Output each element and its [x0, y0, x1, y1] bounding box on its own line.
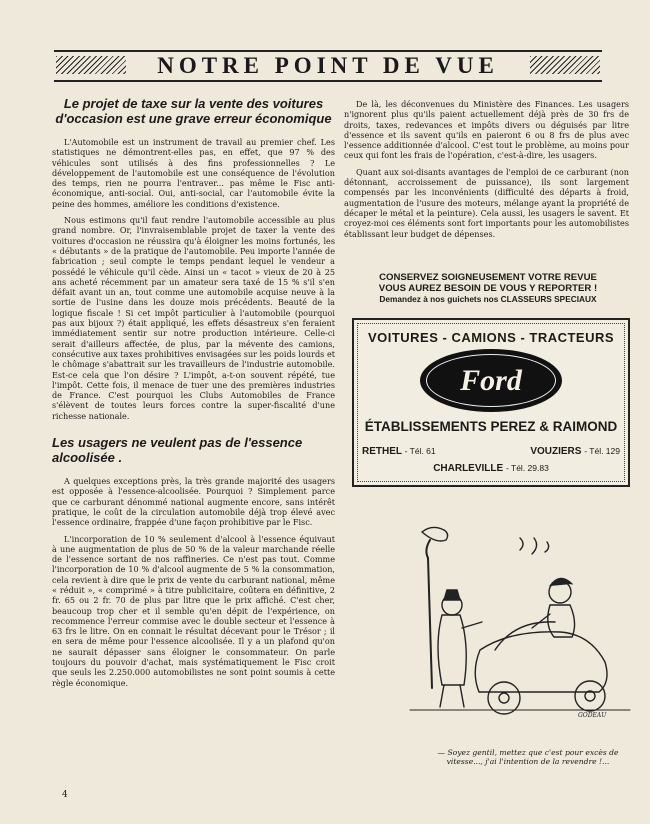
ad-contacts-row — [362, 463, 620, 474]
ad-contact-rethel: RETHEL - Tél. 61 — [362, 446, 436, 457]
notice-line: CONSERVEZ SOIGNEUSEMENT VOTRE REVUE — [379, 272, 597, 283]
article2-continued-paragraph: Quant aux soi-disants avantages de l'emploi de ce carburant (non détonnant, accroissement de puissance), ils sont largement compensés par les inconvénients (difficulté des départs à froid, augmentation de l'usure des moteurs, mélange ayant la propriété de décaper le métal et la peinture). Cela aussi, les usagers le savent. Et croyez-moi ces éléments sont fort importants pour les automobilistes établissant leur budget de dépenses. — [344, 166, 629, 239]
article1-paragraph: L'Automobile est un instrument de travail au premier chef. Les statistiques ne démontrent-elles pas, en effet, que 97 % des véhicules sont utilisés à des fins professionnelles ? Le développement de l'automobile est une conséquence de l'évolution des temps, rien ne pourra l'entraver... pas même le Fisc anti-économique, anti-social. Oui, anti-social, car l'automobile évite la peine des hommes, améliore les conditions d'existence. — [52, 137, 335, 209]
article1-headline: Le projet de taxe sur la vente des voitures d'occasion est une grave erreur économique — [55, 96, 332, 126]
section-banner — [54, 50, 602, 82]
article2-continued-paragraph: De là, les déconvenues du Ministère des Finances. Les usagers n'ignorent plus qu'ils paient actuellement déjà près de 30 frs de droits, taxes, redevances et impôts divers ou déguisés par litre d'essence et ils savent qu'ils en paieront 6 ou 8 frs de plus avec l'essence additionnée d'alcool. C'est tout le problème, au moins pour ceux qui font les frais de l'opération, c'est-à-dire, les usagers. — [344, 99, 629, 161]
banner-hatch-right — [530, 56, 600, 74]
notice-line: Demandez à nos guichets nos CLASSEURS SPECIAUX — [379, 294, 597, 304]
cartoon-signature: GODEAU — [578, 712, 607, 719]
article1-paragraph: Nous estimons qu'il faut rendre l'automobile accessible au plus grand nombre. Or, l'invraisemblable projet de taxer la vente des voitures d'occasion ne réussira qu'à éloigner les moins fortunés, les « débutants » de la pratique de l'automobile. Peu importe l'année de fabrication ; seul compte le temps pendant lequel le vendeur a possédé le véhicule qu'il cède. Ainsi un « tacot » vieux de 20 à 25 ans acheté récemment par un amateur sera taxé de 15 % s'il s'en défait avant un an, tout comme une automobile acquise neuve à la sortie de l'usine dans les douze mois précédents. Beauté de la logique fiscale ! Si cet impôt particulier à l'automobile (pourquoi pas aux bijoux ?) était appliqué, les effets désastreux s'en feraient immédiatement sentir sur notre production intérieure. Celle-ci serait d'ailleurs affectée, de plus, par la mévente des camions, consécutive aux taxes prohibitives envisagées sur les poids lourds et le chômage s'abattrait sur les travailleurs de l'industrie automobile. Est-ce cela que l'on désire ? L'impôt, a-t-on souvent répété, tue l'impôt. Cette fois, il menace de tuer une des premières industries de France. C'est pourquoi les Clubs Automobiles de France s'élèvent de toutes leurs forces contre la super-fiscalité d'une richesse nationale. — [52, 215, 335, 421]
article2-headline: Les usagers ne veulent pas de l'essence alcoolisée . — [52, 435, 303, 466]
banner-hatch-left — [56, 56, 126, 74]
cartoon-illustration — [400, 510, 635, 732]
ford-advertisement — [352, 318, 630, 487]
article2-paragraph: L'incorporation de 10 % seulement d'alcool à l'essence équivaut à une augmentation de plus de 50 % de la valeur marchande réelle de l'essence sortant de nos raffineries. Ce n'est pas tout. Comme l'incorporation de 10 % d'alcool augmente de 5 % la consommation, cela revient à dire que le prix de vente du carburant national, même « réduit », « comprimé » à titre publicitaire, coûtera en définitive, 2 fr. 65 ou 2 fr. 70 de plus par litre que le prix affiché. C'est cher, beaucoup trop cher et il semble qu'en dépit de l'expérience, on recommence l'erreur commise avec le double secteur et l'essence à 63 frs le litre. On en connait le résultat décevant pour le Trésor ; il en sera de même pour l'essence alcoolisée. Il y a un plafond qu'on ne saurait dépasser sans éloigner le consommateur. On parle toujours du pouvoir d'achat, mais systématiquement le Fisc croit que seuls les 2.250.000 automobilistes ne sont point soumis à cette règle économique. — [52, 533, 335, 688]
ad-company-name: ÉTABLISSEMENTS PEREZ & RAIMOND — [364, 419, 618, 434]
cartoon-caption: — Soyez gentil, mettez que c'est pour excès de vitesse..., j'ai l'intention de la revendre !... — [437, 748, 619, 766]
ad-title: VOITURES - CAMIONS - TRACTEURS — [367, 330, 615, 345]
ad-contact-charleville: CHARLEVILLE - Tél. 29.83 — [433, 463, 549, 474]
ad-contacts-row — [362, 446, 620, 457]
left-column — [52, 96, 335, 694]
ad-contact-vouziers: VOUZIERS - Tél. 129 — [530, 446, 620, 457]
right-column — [344, 99, 629, 245]
article2-paragraph: A quelques exceptions près, la très grande majorité des usagers est opposée à l'essence-alcoolisée. Pourquoi ? Simplement parce que ce carburant dénommé national augmente encore, sans intérêt pratique, le coût de la circulation automobile déjà trop élevé avec l'essence ordinaire, frappée d'une façon prohibitive par le Fisc. — [52, 476, 335, 528]
keep-magazine-notice — [344, 272, 632, 305]
ford-logo — [420, 349, 562, 412]
section-title: NOTRE POINT DE VUE — [149, 53, 507, 79]
page-number: 4 — [62, 790, 68, 800]
ford-logo-text: Ford — [460, 363, 522, 397]
notice-line: VOUS AUREZ BESOIN DE VOUS Y REPORTER ! — [378, 283, 598, 294]
ford-logo-ring — [426, 354, 556, 407]
